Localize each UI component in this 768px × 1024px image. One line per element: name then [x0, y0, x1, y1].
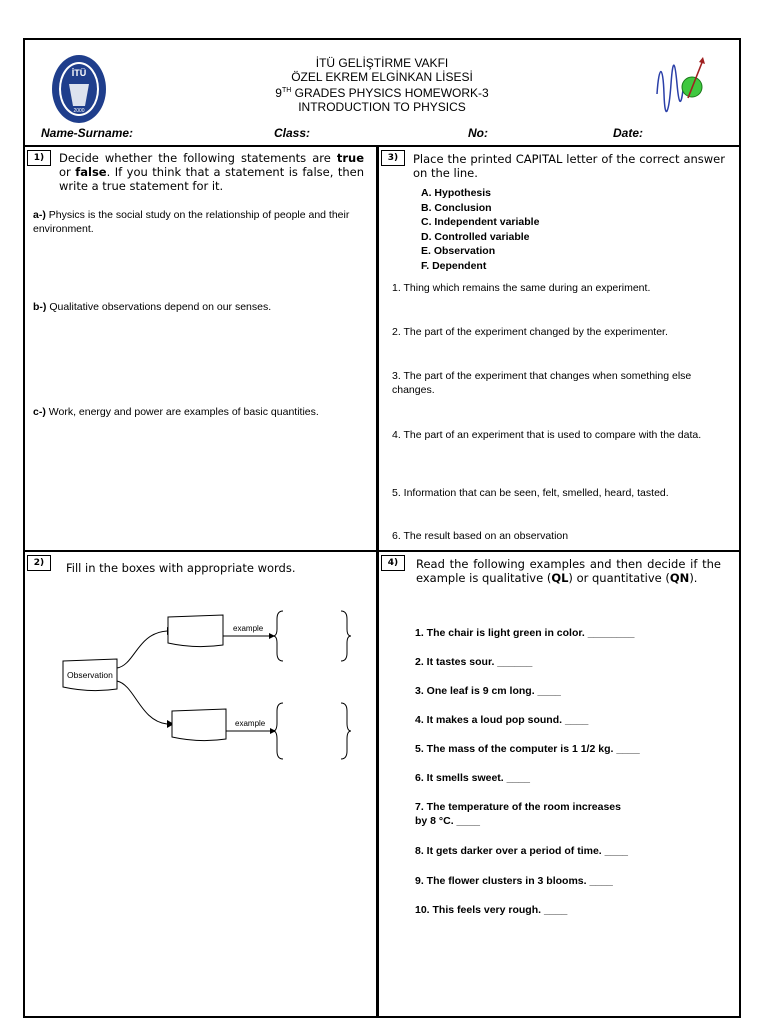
lower-example-answer-area[interactable] [283, 705, 341, 757]
upper-answer-box[interactable] [168, 615, 223, 647]
homework-sheet [23, 38, 741, 1018]
match-item-1[interactable]: 1. Thing which remains the same during an experiment. [392, 282, 651, 294]
question-4 [379, 553, 739, 1018]
option-d: D. Controlled variable [421, 230, 530, 243]
example-list [415, 553, 735, 1013]
logo-top-text: İTÜ [71, 68, 87, 78]
question-1-prompt: Decide whether the following statements are true or false. If you think that a statement is false, then write a true statement for it. [59, 151, 364, 193]
student-fields [25, 126, 739, 142]
example-item-9[interactable]: 9. The flower clusters in 3 blooms. ____ [415, 875, 613, 887]
match-item-6[interactable]: 6. The result based on an observation [392, 530, 569, 542]
example-item-2[interactable]: 2. It tastes sour. ______ [415, 656, 533, 668]
option-c: C. Independent variable [421, 216, 540, 228]
option-b: B. Conclusion [421, 201, 492, 214]
topic-title: INTRODUCTION TO PHYSICS [298, 100, 466, 114]
upper-left-brace [273, 611, 283, 661]
concept-diagram [25, 553, 376, 1018]
upper-branch-arrow [117, 631, 167, 668]
school-title [25, 56, 739, 114]
question-1 [25, 148, 376, 550]
example-item-5[interactable]: 5. The mass of the computer is 1 1/2 kg. ____ [415, 743, 640, 755]
match-item-2[interactable]: 2. The part of the experiment changed by the experimenter. [392, 326, 668, 338]
statement-c[interactable]: c-) Work, energy and power are examples of basic quantities. [33, 406, 319, 418]
lower-branch-arrow [117, 681, 167, 724]
no-label: No: [468, 126, 488, 140]
foundation-name: İTÜ GELİŞTİRME VAKFI [315, 56, 449, 70]
question-3-prompt: Place the printed CAPITAL letter of the correct answer on the line. [413, 152, 725, 180]
example-item-6[interactable]: 6. It smells sweet. ____ [415, 772, 530, 784]
option-a: A. Hypothesis [421, 187, 492, 199]
example-item-4[interactable]: 4. It makes a loud pop sound. ____ [415, 714, 589, 726]
match-item-5[interactable]: 5. Information that can be seen, felt, smelled, heard, tasted. [392, 487, 669, 499]
example-item-8[interactable]: 8. It gets darker over a period of time. ____ [415, 845, 628, 857]
example-item-3[interactable]: 3. One leaf is 9 cm long. ____ [415, 685, 561, 697]
upper-right-brace [341, 611, 351, 661]
match-item-3[interactable]: 3. The part of the experiment that changes when something else changes. [392, 370, 692, 396]
question-2-prompt: Fill in the boxes with appropriate words. [66, 561, 296, 575]
observation-label: Observation [67, 670, 113, 680]
name-surname-label: Name-Surname: [41, 126, 134, 140]
example-label-2: example [235, 719, 266, 728]
lower-right-brace [341, 703, 351, 759]
upper-example-answer-area[interactable] [283, 613, 341, 659]
lower-left-brace [273, 703, 283, 759]
question-number: 3) [381, 150, 405, 166]
answer-options [421, 186, 539, 273]
school-name: ÖZEL EKREM ELGİNKAN LİSESİ [291, 70, 473, 84]
header-divider [25, 145, 739, 147]
homework-title: 9TH GRADES PHYSICS HOMEWORK-3 [275, 86, 489, 100]
example-item-7[interactable]: 7. The temperature of the room increases by 8 °C. ____ [415, 801, 621, 827]
statement-a[interactable]: a-) Physics is the social study on the relationship of people and their environment. [33, 209, 350, 235]
header [25, 40, 739, 145]
class-label: Class: [274, 126, 311, 140]
question-3 [379, 148, 739, 550]
option-f: F. Dependent [421, 259, 487, 272]
physics-wave-icon [655, 54, 709, 114]
example-label-1: example [233, 624, 264, 633]
row-divider [25, 550, 739, 552]
example-item-10[interactable]: 10. This feels very rough. ____ [415, 904, 568, 916]
lower-answer-box[interactable] [172, 709, 226, 741]
date-label: Date: [613, 126, 644, 140]
question-2 [25, 553, 376, 1018]
statement-b[interactable]: b-) Qualitative observations depend on our senses. [33, 301, 272, 313]
logo-year: 2000 [73, 108, 85, 114]
example-item-1[interactable]: 1. The chair is light green in color. ________ [415, 627, 635, 639]
question-number: 2) [27, 555, 51, 571]
match-item-4[interactable]: 4. The part of an experiment that is used to compare with the data. [392, 429, 702, 441]
question-4-prompt: Read the following examples and then decide if the example is qualitative (QL) or quantitative (QN). [416, 557, 721, 585]
question-number: 1) [27, 150, 51, 166]
option-e: E. Observation [421, 245, 496, 257]
question-number: 4) [381, 555, 405, 571]
